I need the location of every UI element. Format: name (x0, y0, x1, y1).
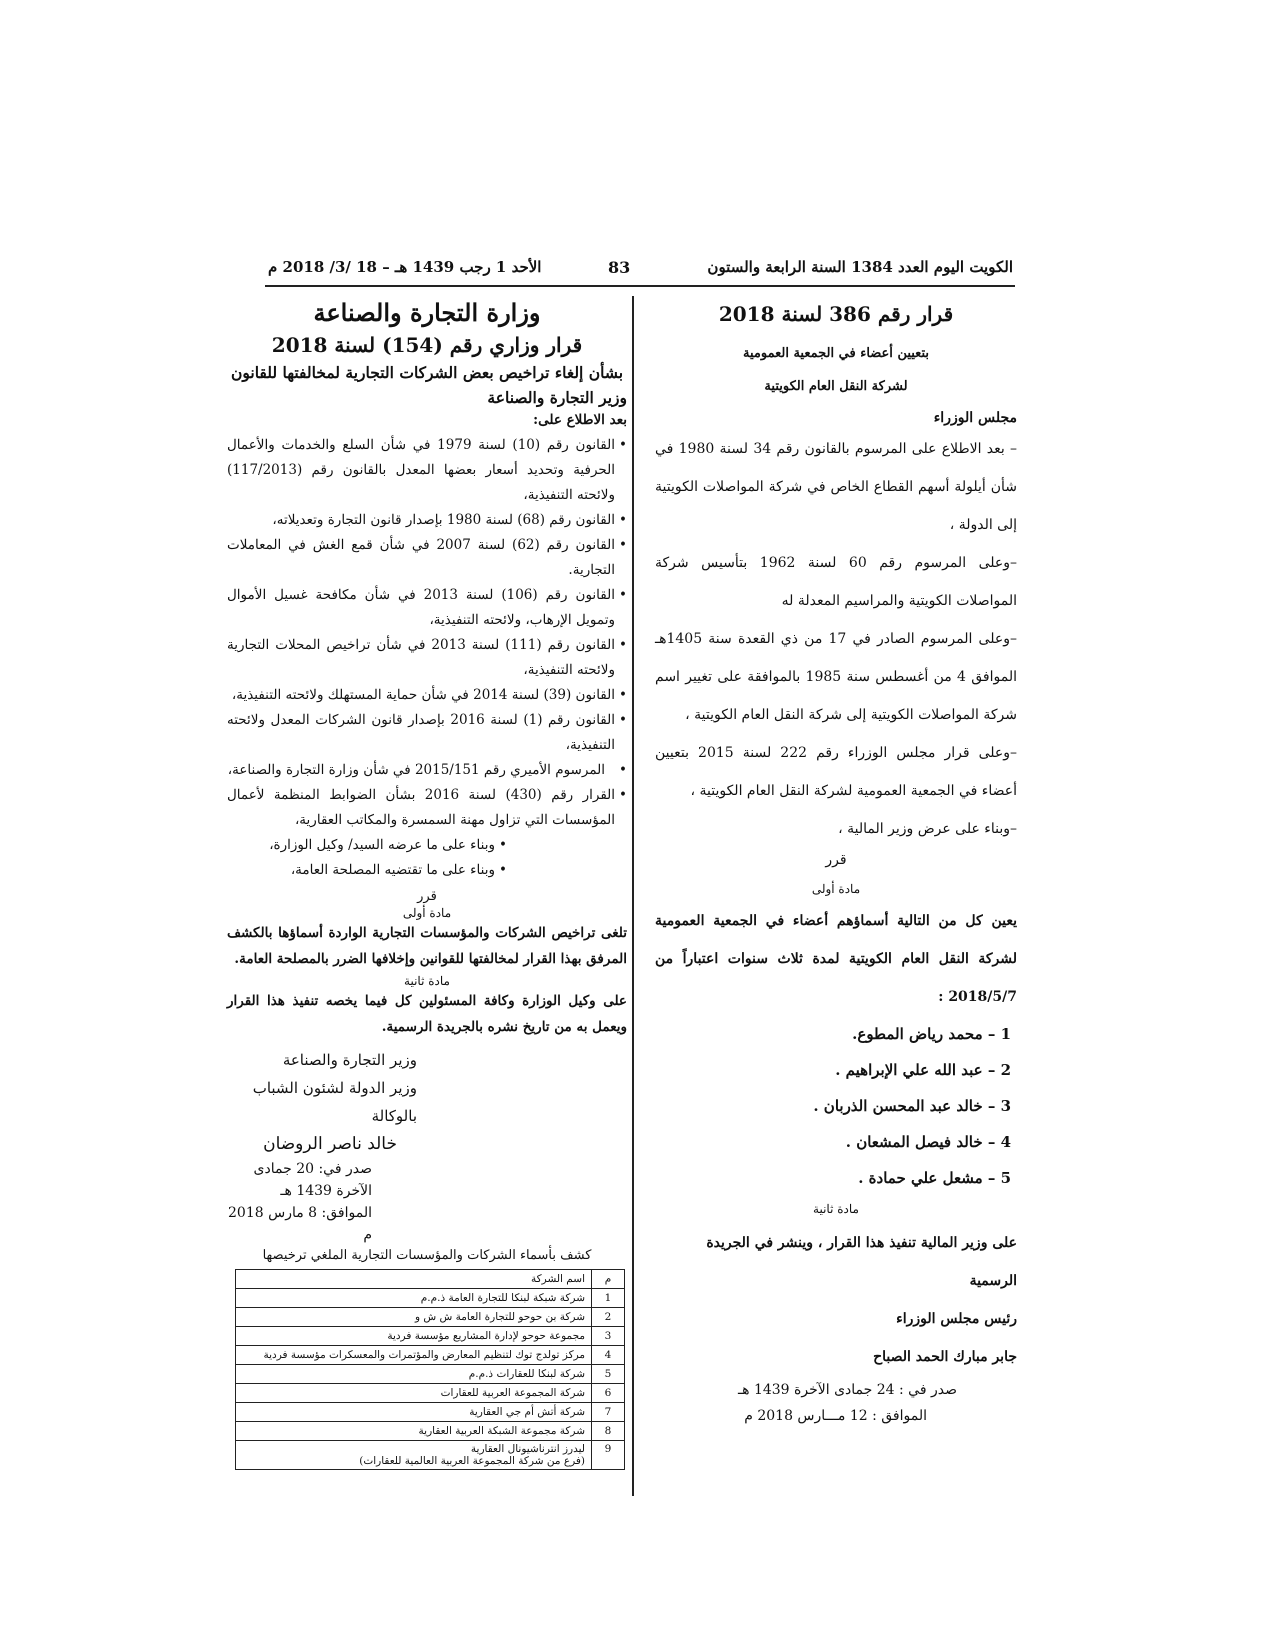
page-number: 83 (608, 258, 631, 277)
corresponding-date: الموافق : 12 مـــارس 2018 م (744, 1408, 927, 1424)
decided-label: قرر (417, 889, 437, 904)
header-name: اسم الشركة (236, 1270, 592, 1289)
reference-item: • القانون رقم (62) لسنة 2007 في شأن قمع الغش في المعاملات التجارية. (227, 533, 627, 583)
row-num: 8 (592, 1422, 625, 1441)
reference-item: • القرار رقم (430) لسنة 2016 بشأن الضوابط المنظمة لأعمال المؤسسات التي تزاول مهنة السمسرة والمكاتب العقارية، (227, 783, 627, 833)
article-2-text: على وكيل الوزارة وكافة المسئولين كل فيما يخصه تنفيذ هذا القرار ويعمل به من تاريخ نشره بالجريدة الرسمية. (227, 993, 627, 1035)
row-name-cell (236, 1441, 592, 1470)
ministry-title: وزارة التجارة والصناعة (313, 298, 541, 327)
table-row (236, 1441, 625, 1470)
preamble-4: –وعلى قرار مجلس الوزراء رقم 222 لسنة 2015 بتعيين أعضاء في الجمعية العمومية لشركة النقل العام الكويتية ، (655, 745, 1017, 799)
table-row (236, 1384, 625, 1403)
row-name: شركة أتش أم جي العقارية (236, 1403, 592, 1422)
signatory-name: خالد ناصر الروضان (263, 1134, 397, 1154)
right-column (655, 298, 1017, 1424)
row-num: 4 (592, 1346, 625, 1365)
reference-item: • القانون رقم (10) لسنة 1979 في شأن السلع والخدمات والأعمال الحرفية وتحديد أسعار بعضها المعدل بالقانون رقم (117/2013) ولائحته التنفيذية، (227, 433, 627, 508)
issue-info: الكويت اليوم العدد 1384 السنة الرابعة والستون (707, 258, 1013, 276)
preamble-2: –وعلى المرسوم رقم 60 لسنة 1962 بتأسيس شركة المواصلات الكويتية والمراسيم المعدلة له (655, 555, 1017, 609)
legal-references-list (227, 433, 627, 883)
row-name: شركة مجموعة الشبكة العربية العقارية (236, 1422, 592, 1441)
row-num: 2 (592, 1308, 625, 1327)
issued-date: صدر في: 20 جمادى الآخرة 1439 هـ (253, 1161, 372, 1199)
row-num: 1 (592, 1289, 625, 1308)
left-column (227, 298, 627, 1470)
row-name: ليدرز انترناشيونال العقارية (470, 1443, 585, 1455)
reference-item: • وبناء على ما تقتضيه المصلحة العامة، (227, 858, 507, 883)
revoked-licenses-table (235, 1269, 625, 1470)
article-2-title: مادة ثانية (813, 1202, 859, 1216)
row-name: شركة لبنكا للعقارات ذ.م.م (236, 1365, 592, 1384)
column-divider (632, 296, 634, 1496)
minister-label: وزير التجارة والصناعة (487, 388, 627, 407)
ministerial-decision-title: قرار وزاري رقم (154) لسنة 2018 (271, 333, 583, 357)
issue-date: الأحد 1 رجب 1439 هـ – 18 /3/ 2018 م (268, 258, 542, 276)
table-row (236, 1346, 625, 1365)
preamble-3: –وعلى المرسوم الصادر في 17 من ذي القعدة سنة 1405هـ الموافق 4 من أغسطس سنة 1985 بالموافقة على تغيير اسم شركة المواصلات الكويتية إلى شركة النقل العام الكويتية ، (655, 631, 1017, 723)
council-label: مجلس الوزراء (933, 410, 1017, 426)
article-2-text: على وزير المالية تنفيذ هذا القرار ، وينشر في الجريدة الرسمية (706, 1235, 1017, 1289)
row-name: شركة المجموعة العربية للعقارات (236, 1384, 592, 1403)
member-item: 1 – محمد رياض المطوع. (852, 1025, 1011, 1043)
reference-item: • المرسوم الأميري رقم 2015/151 في شأن وزارة التجارة والصناعة، (227, 758, 627, 783)
article-2-title: مادة ثانية (404, 974, 450, 988)
article-1-text: يعين كل من التالية أسماؤهم أعضاء في الجمعية العمومية لشركة النقل العام الكويتية لمدة ثلاث سنوات اعتباراً من 2018/5/7 : (655, 913, 1017, 1005)
corresponding-date: الموافق: 8 مارس 2018 م (228, 1205, 372, 1243)
row-note: (فرع من شركة المجموعة العربية العالمية للعقارات) (359, 1455, 585, 1467)
row-name: شركة شبكة لبنكا للتجارة العامة ذ.م.م (236, 1289, 592, 1308)
signatory-title-1: وزير التجارة والصناعة (282, 1051, 417, 1069)
signatory-title: رئيس مجلس الوزراء (896, 1311, 1017, 1327)
member-item: 3 – خالد عبد المحسن الذربان . (813, 1097, 1011, 1115)
reference-item: • القانون رقم (68) لسنة 1980 بإصدار قانون التجارة وتعديلاته، (227, 508, 627, 533)
row-num: 3 (592, 1327, 625, 1346)
issued-date: صدر في : 24 جمادى الآخرة 1439 هـ (738, 1382, 957, 1398)
row-name: مجموعة حوحو لإدارة المشاريع مؤسسة فردية (236, 1327, 592, 1346)
row-name: مركز تولدج توك لتنظيم المعارض والمؤتمرات والمعسكرات مؤسسة فردية (236, 1346, 592, 1365)
decided-label: قرر (825, 852, 847, 868)
table-header-row (236, 1270, 625, 1289)
row-num: 7 (592, 1403, 625, 1422)
row-num: 5 (592, 1365, 625, 1384)
table-row (236, 1327, 625, 1346)
reference-item: • وبناء على ما عرضه السيد/ وكيل الوزارة، (227, 833, 507, 858)
page-header (268, 258, 1013, 282)
reference-item: • القانون رقم (106) لسنة 2013 في شأن مكافحة غسيل الأموال وتمويل الإرهاب، ولائحته التنفيذية، (227, 583, 627, 633)
article-1-title: مادة أولى (811, 882, 861, 896)
decision-subject: بشأن إلغاء تراخيص بعض الشركات التجارية لمخالفتها للقانون (230, 363, 624, 382)
reference-item: • القانون رقم (111) لسنة 2013 في شأن تراخيص المحلات التجارية ولائحته التنفيذية، (227, 633, 627, 683)
row-name: شركة بن حوحو للتجارة العامة ش ش و (236, 1308, 592, 1327)
preamble-5: –وبناء على عرض وزير المالية ، (838, 821, 1017, 837)
table-row (236, 1289, 625, 1308)
table-row (236, 1422, 625, 1441)
decision-subtitle-1: بتعيين أعضاء في الجمعية العمومية (743, 346, 929, 361)
article-1-text: تلغى تراخيص الشركات والمؤسسات التجارية الواردة أسماؤها بالكشف المرفق بهذا القرار لمخالفتها للقوانين وإخلافها الضرر بالمصلحة العامة. (227, 925, 627, 967)
member-item: 5 – مشعل علي حمادة . (858, 1169, 1011, 1187)
table-row (236, 1403, 625, 1422)
signatory-name: جابر مبارك الحمد الصباح (873, 1349, 1017, 1365)
header-divider (265, 285, 1015, 287)
header-num: م (592, 1270, 625, 1289)
reference-item: • القانون رقم (1) لسنة 2016 بإصدار قانون الشركات المعدل ولائحته التنفيذية، (227, 708, 627, 758)
member-item: 2 – عبد الله علي الإبراهيم . (835, 1061, 1011, 1079)
decision-subtitle-2: لشركة النقل العام الكويتية (764, 379, 908, 394)
after-review-label: بعد الاطلاع على: (533, 412, 627, 428)
reference-item: • القانون (39) لسنة 2014 في شأن حماية المستهلك ولائحته التنفيذية، (227, 683, 627, 708)
row-num: 6 (592, 1384, 625, 1403)
article-1-title: مادة أولى (402, 906, 452, 920)
member-item: 4 – خالد فيصل المشعان . (845, 1133, 1011, 1151)
members-list (655, 1016, 1017, 1196)
table-caption: كشف بأسماء الشركات والمؤسسات التجارية الملغي ترخيصها (262, 1248, 592, 1263)
signatory-title-2: وزير الدولة لشئون الشباب بالوكالة (252, 1079, 417, 1125)
row-num: 9 (592, 1441, 625, 1470)
decision-title: قرار رقم 386 لسنة 2018 (718, 302, 954, 326)
preamble-1: – بعد الاطلاع على المرسوم بالقانون رقم 34 لسنة 1980 في شأن أيلولة أسهم القطاع الخاص في شركة المواصلات الكويتية إلى الدولة ، (655, 441, 1018, 533)
table-row (236, 1365, 625, 1384)
table-row (236, 1308, 625, 1327)
